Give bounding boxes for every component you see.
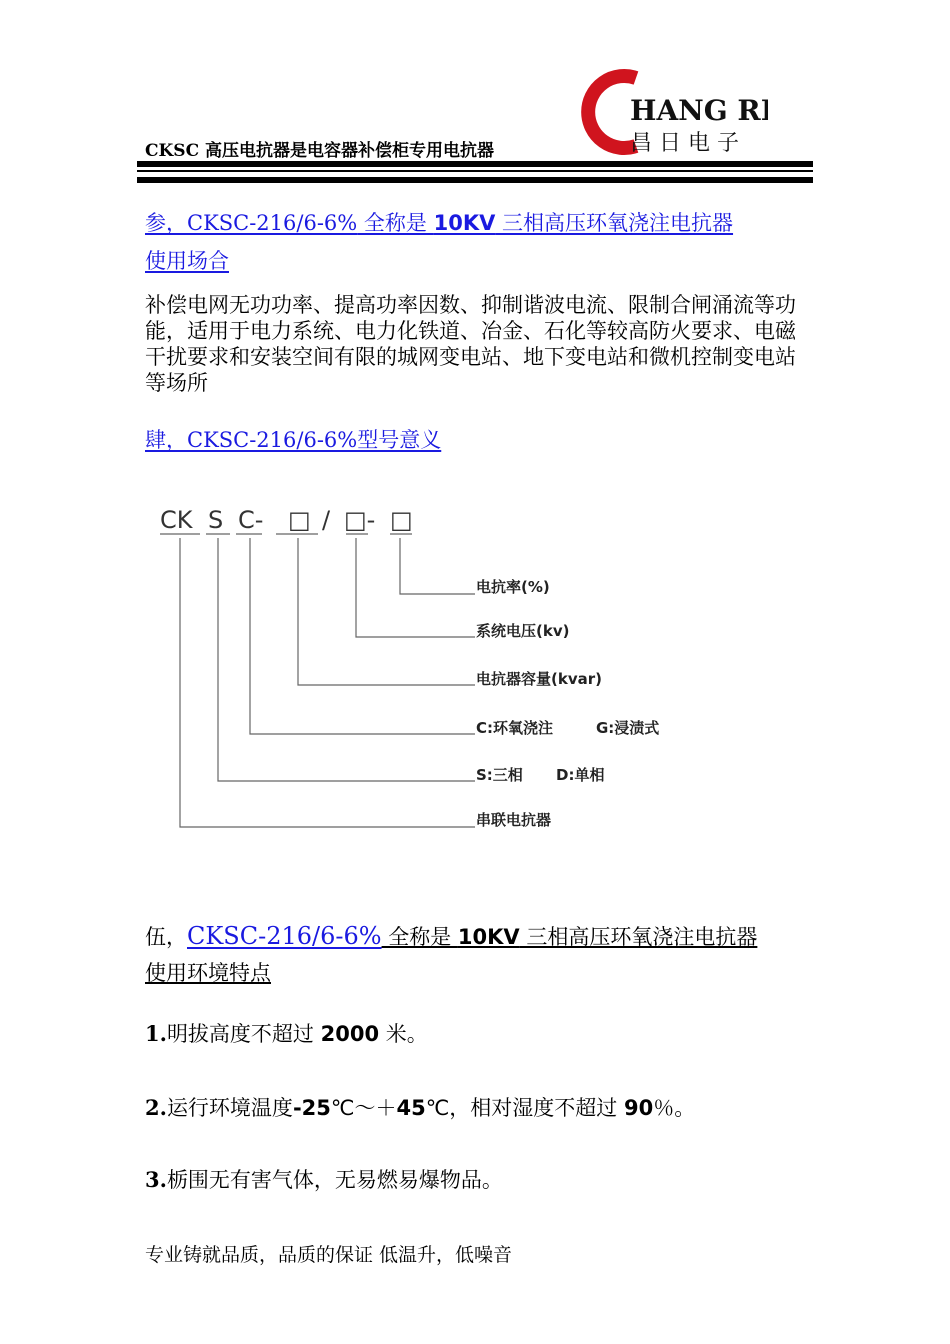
section5-model-link[interactable]: CKSC-216/6-6%: [187, 922, 382, 950]
code-s: S: [208, 506, 224, 534]
leader-rate: [400, 538, 475, 594]
code-box1: □: [288, 506, 311, 534]
leader-type: [250, 538, 475, 734]
code-box2: □-: [344, 506, 376, 534]
list-item: 1.明拔高度不超过 2000 米。: [145, 1021, 428, 1046]
slogan-text: 专业铸就品质，品质的保证 低温升，低噪音: [145, 1244, 513, 1266]
code-slash: /: [322, 506, 331, 534]
leader-capacity: [298, 538, 475, 685]
section5-subtitle: 使用环境特点: [145, 961, 271, 985]
header-rule-thin: [137, 170, 813, 172]
list-item: 2.运行环境温度-25℃～＋45℃，相对湿度不超过 90％。: [145, 1095, 696, 1120]
document-header-title: CKSC 高压电抗器是电容器补偿柜专用电抗器: [145, 141, 495, 161]
label-capacity: 电抗器容量(kvar): [476, 670, 602, 688]
section3-subtitle: 使用场合: [145, 249, 229, 273]
label-series: 串联电抗器: [476, 811, 552, 829]
label-phase-s: S:三相: [476, 766, 523, 784]
company-logo: [578, 68, 768, 156]
section5-heading: 伍，CKSC-216/6-6% 全称是 10KV 三相高压环氧浇注电抗器 使用环境特点: [145, 922, 758, 985]
model-meaning-diagram: [150, 500, 710, 840]
logo-text-en: HANG RI: [630, 94, 768, 127]
section4-heading[interactable]: 肆，CKSC-216/6-6%型号意义: [145, 428, 442, 452]
code-ck: CK: [160, 506, 193, 534]
list-item: 3.栃围无有害气体，无易燃易爆物品。: [145, 1167, 503, 1192]
label-phase-d: D:单相: [556, 766, 605, 784]
label-voltage: 系统电压(kv): [476, 622, 570, 640]
label-type-g: G:浸渍式: [596, 719, 660, 737]
leader-voltage: [356, 538, 475, 637]
header-rule-thick-2: [137, 177, 813, 183]
leader-phase: [218, 538, 475, 781]
section3-body: 补偿电网无功功率、提高功率因数、抑制谐波电流、限制合闸涌流等功能，适用于电力系统、电力化铁道、冶金、石化等较高防火要求、电磁干扰要求和安装空间有限的城网变电站、地下变电站和微机控制变电站等场所: [145, 293, 796, 395]
logo-c-arc: [588, 76, 636, 148]
code-box3: □: [390, 506, 413, 534]
section3-heading[interactable]: 参，CKSC-216/6-6% 全称是 10KV 三相高压环氧浇注电抗器 使用场合: [145, 211, 734, 273]
label-rate: 电抗率(%): [476, 578, 550, 596]
header-rule-thick: [137, 161, 813, 167]
leader-series: [180, 538, 475, 827]
label-type-c: C:环氧浇注: [476, 719, 554, 737]
code-c: C-: [238, 506, 264, 534]
logo-text-cn: 昌 日 电 子: [630, 131, 739, 156]
